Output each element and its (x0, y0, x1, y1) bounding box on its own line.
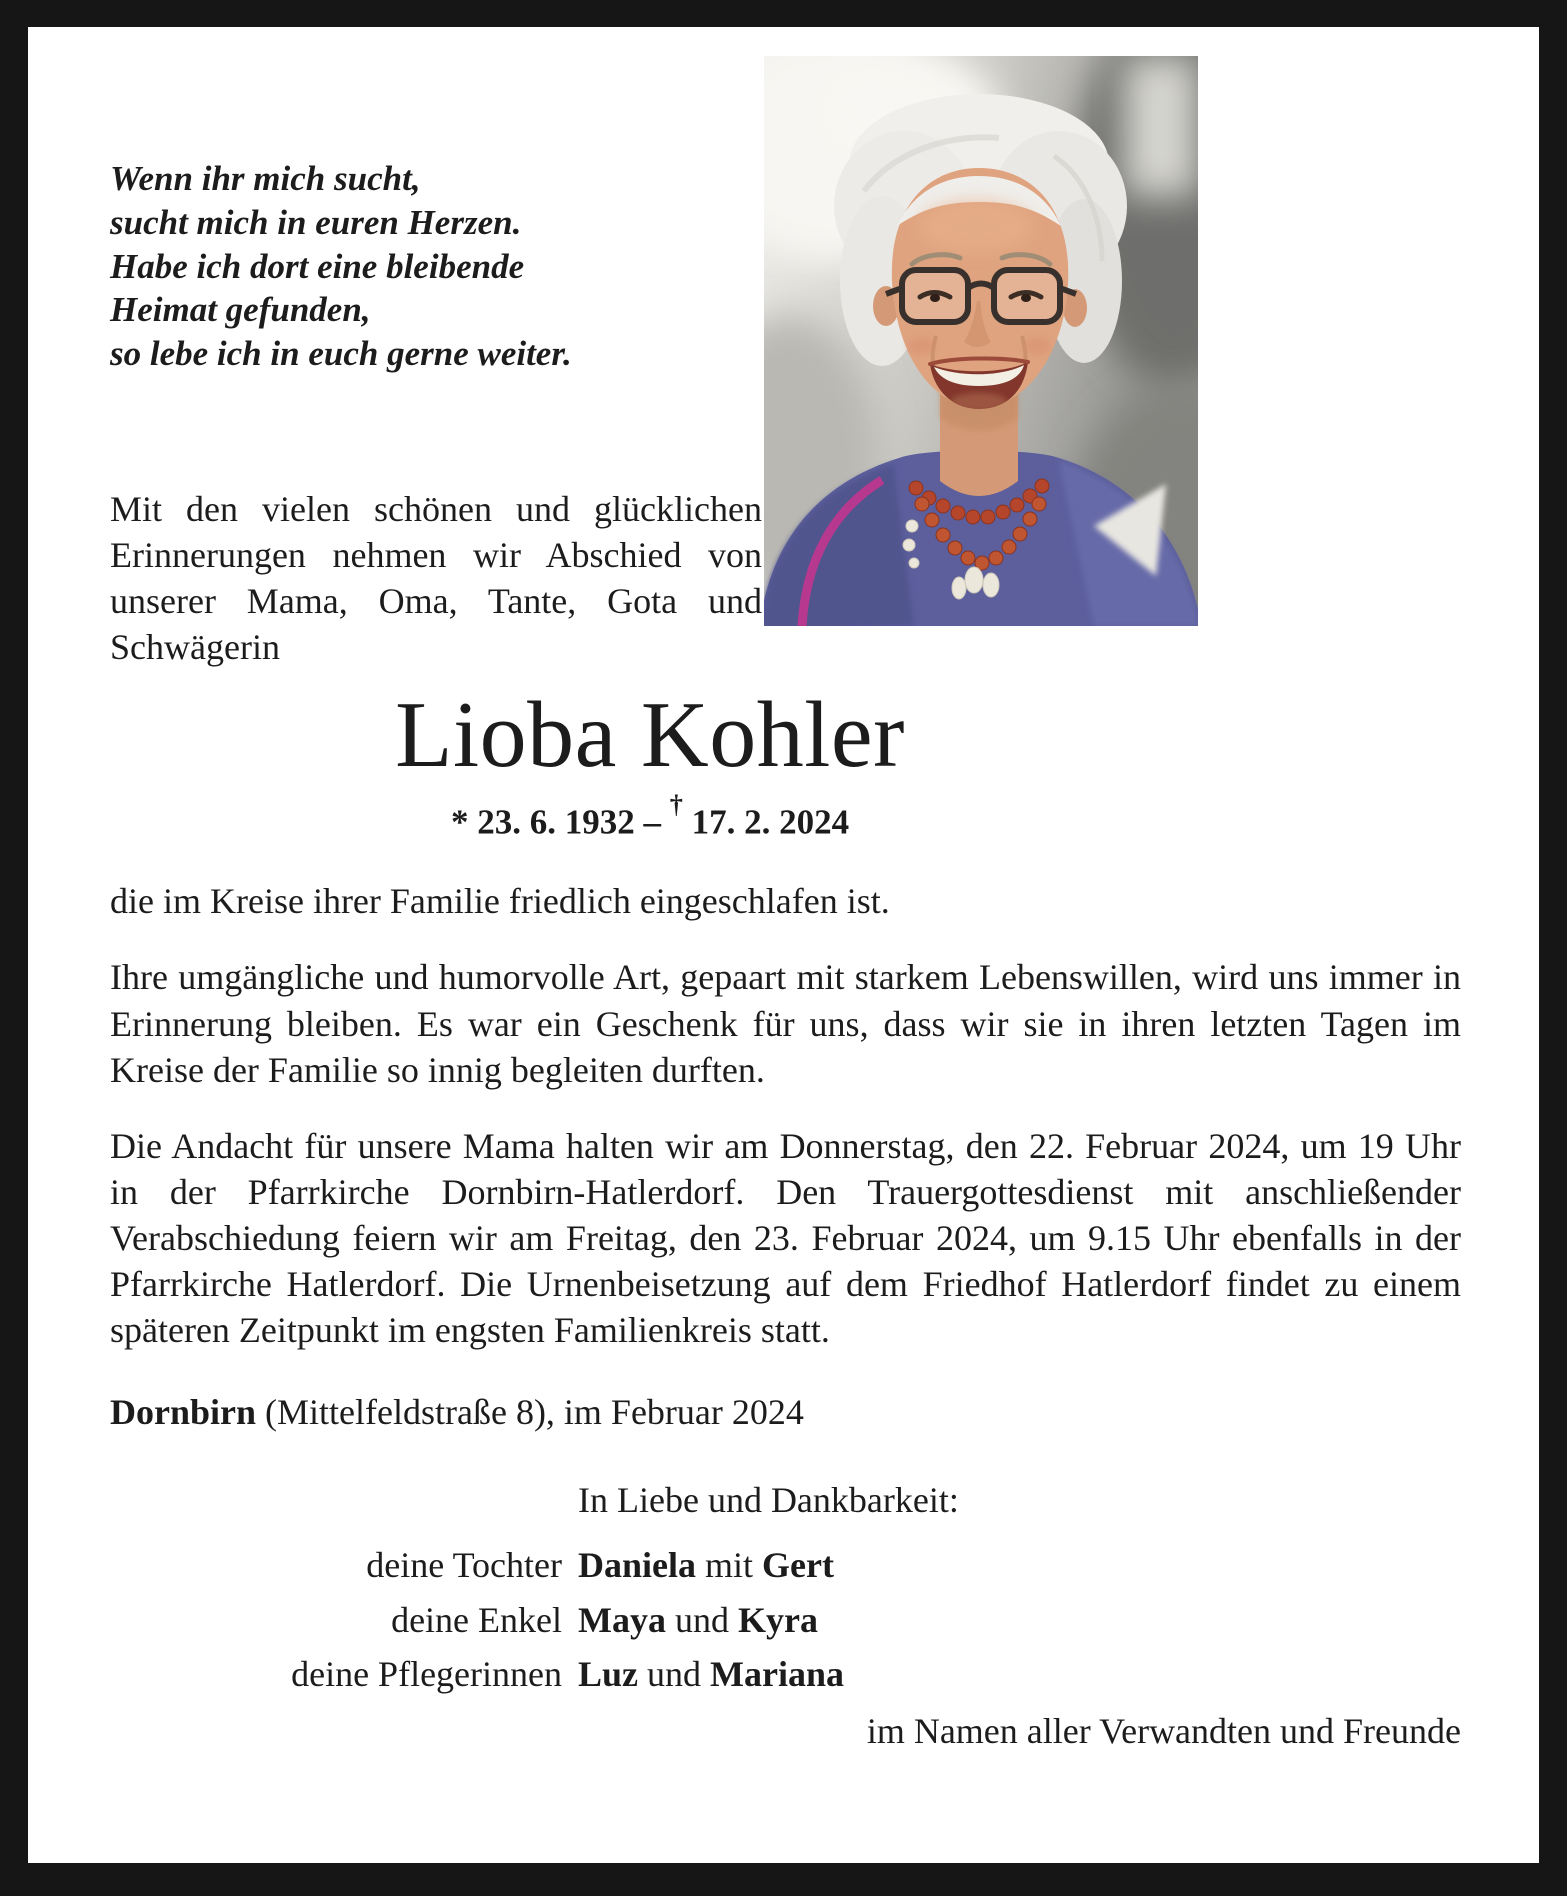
relation-label-daughter: deine Tochter (366, 1544, 562, 1585)
place-date-rest: (Mittelfeldstraße 8), im Februar 2024 (265, 1392, 804, 1433)
poem-line: sucht mich in euren Herzen. (110, 202, 522, 242)
death-date: 17. 2. 2024 (691, 802, 850, 842)
family-name: Luz (578, 1654, 639, 1695)
top-section (110, 27, 1461, 670)
name-block (110, 683, 1190, 842)
closing-names-caregivers (578, 1651, 1461, 1698)
intro-text: Mit den vielen schönen und glücklichen Erinnerungen nehmen wir Abschied von unserer Mama, Oma, Tante, Gota und Schwägerin (110, 488, 762, 667)
name-connector: und (674, 1599, 729, 1640)
birth-date: 23. 6. 1932 (477, 802, 635, 842)
relation-label-caregivers: deine Pflegerinnen (291, 1654, 562, 1695)
poem-line: Heimat gefunden, (110, 290, 371, 330)
poem-line: Habe ich dort eine bleibende (110, 246, 525, 286)
dates-separator: – (643, 802, 661, 842)
birth-symbol: * (450, 802, 469, 842)
paragraph-memory: Ihre umgängliche und humorvolle Art, gepaart mit starkem Lebenswillen, wird uns immer in Erinnerung bleiben. Es war ein Geschenk für uns, dass wir sie in ihren letzten Tagen im Kreise der Familie so innig begleiten durften. (110, 957, 1461, 1090)
place-date-line (110, 1391, 1461, 1433)
life-dates (110, 790, 1190, 843)
closing-footer: im Namen aller Verwandten und Freunde (866, 1711, 1461, 1752)
name-connector: und (647, 1654, 702, 1695)
closing-names-daughter (578, 1542, 1461, 1589)
family-name: Maya (578, 1599, 666, 1640)
portrait-photo-illustration (764, 56, 1198, 626)
family-name: Gert (762, 1544, 834, 1585)
poem (110, 157, 762, 376)
family-name: Kyra (737, 1599, 818, 1640)
family-name: Mariana (710, 1654, 844, 1695)
poem-line: so lebe ich in euch gerne weiter. (110, 334, 572, 373)
place-name: Dornbirn (110, 1392, 257, 1433)
deceased-name: Lioba Kohler (395, 683, 905, 788)
closing-names-grandchildren (578, 1597, 1461, 1644)
left-column (110, 27, 762, 670)
portrait-photo (764, 56, 1198, 626)
poem-line: Wenn ihr mich sucht, (110, 159, 421, 198)
closing-heading: In Liebe und Dankbarkeit: (578, 1480, 959, 1521)
death-cross-symbol: † (669, 790, 683, 820)
family-name: Daniela (578, 1544, 697, 1585)
closing-section (110, 1477, 1461, 1755)
relation-label-grandchildren: deine Enkel (391, 1599, 562, 1640)
name-connector: mit (705, 1544, 754, 1585)
obituary-content (28, 27, 1539, 1863)
paragraph-services: Die Andacht für unsere Mama halten wir am Donnerstag, den 22. Februar 2024, um 19 Uhr in der Pfarrkirche Dornbirn-Hatlerdorf. Den Trauergottesdienst mit anschließender Verabschiedung feiern wir am Freitag, den 23. Februar 2024, um 9.15 Uhr ebenfalls in der Pfarrkirche Hatlerdorf. Die Urnenbeisetzung auf dem Friedhof Hatlerdorf findet zu einem späteren Zeitpunkt im engsten Familienkreis statt. (110, 1125, 1461, 1350)
paragraph-passing: die im Kreise ihrer Familie friedlich eingeschlafen ist. (110, 881, 890, 922)
